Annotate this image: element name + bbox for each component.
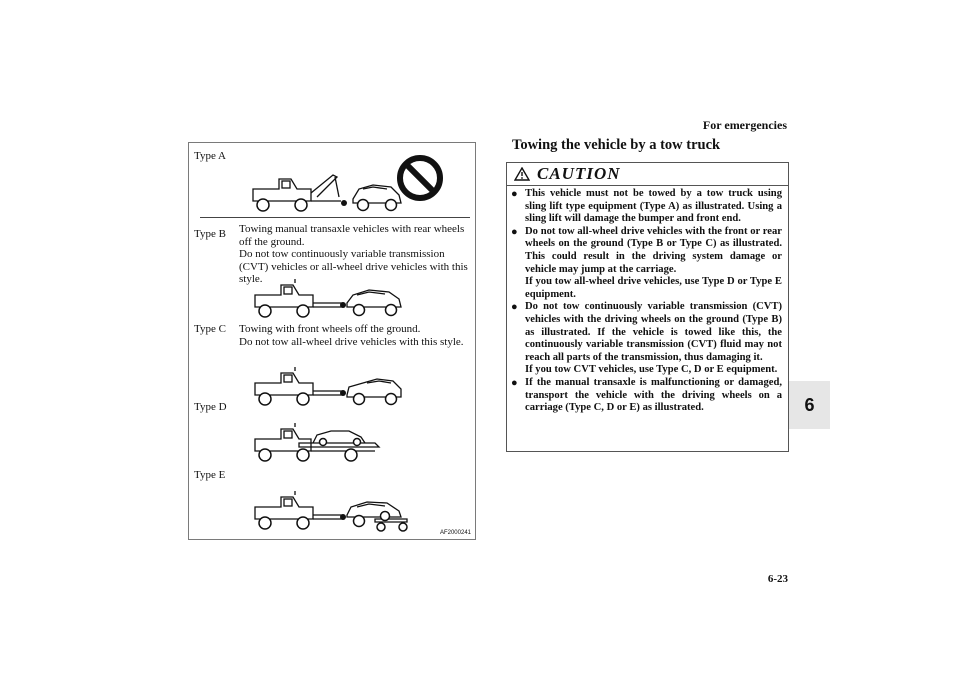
caution-header <box>507 163 788 186</box>
caution-item-text: If the manual transaxle is malfunctioning or damaged, transport the vehicle with the driving wheels on a carriage (Type C, D or E) as illustrated. <box>525 376 782 414</box>
bullet: ● <box>511 188 518 200</box>
caution-title: CAUTION <box>537 164 621 183</box>
tow-truck-icon <box>251 277 416 322</box>
type-a-label: Type A <box>194 150 226 162</box>
caution-list <box>507 186 788 415</box>
tow-truck-icon <box>251 489 416 534</box>
bullet: ● <box>511 225 518 238</box>
type-c-description <box>239 323 475 348</box>
tow-truck-icon <box>251 365 416 410</box>
type-c-label: Type C <box>194 323 226 335</box>
type-d-label: Type D <box>194 401 227 413</box>
caution-box <box>506 162 789 452</box>
tow-truck-icon <box>249 171 414 216</box>
bullet: ● <box>511 376 518 389</box>
chapter-tab <box>789 381 830 429</box>
page-number: 6-23 <box>767 573 788 585</box>
figure-code: AF2000241 <box>439 530 471 536</box>
caution-item <box>511 377 782 415</box>
type-b-desc-2: Do not tow continuously variable transmission (CVT) vehicles or all-wheel drive vehicles with this style. <box>239 248 468 285</box>
caution-item-extra: If you tow all-wheel drive vehicles, use Type D or Type E equipment. <box>525 276 782 300</box>
section-title: Towing the vehicle by a tow truck <box>512 137 721 153</box>
bullet: ● <box>511 301 518 314</box>
running-header: For emergencies <box>702 118 787 132</box>
type-b-desc-1: Towing manual transaxle vehicles with rear wheels off the ground. <box>239 223 465 248</box>
type-c-desc-1: Towing with front wheels off the ground. <box>239 323 421 335</box>
warning-triangle-icon <box>514 167 530 181</box>
caution-item-text: Do not tow continuously variable transmission (CVT) vehicles with the driving wheels on the ground (Type B) as illustrated. If the vehicle is towed like this, the continuously variable transmission (CVT) fluid may not reach all parts of the transmission, thus damaging it. <box>525 301 782 363</box>
tow-truck-icon <box>251 421 416 466</box>
chapter-tab-number: 6 <box>804 394 815 415</box>
towing-types-figure <box>188 142 476 540</box>
caution-item-text: This vehicle must not be towed by a tow truck using sling lift type equipment (Type A) as illustrated. Using a sling lift will damage the bumper and front end. <box>525 188 782 225</box>
type-b-label: Type B <box>194 228 226 240</box>
type-c-desc-2: Do not tow all-wheel drive vehicles with this style. <box>239 335 464 348</box>
caution-item-extra: If you tow CVT vehicles, use Type C, D or E equipment. <box>525 364 778 376</box>
type-e-label: Type E <box>194 469 226 481</box>
figure-divider <box>200 217 470 218</box>
caution-item-text: Do not tow all-wheel drive vehicles with the front or rear wheels on the ground (Type B or Type C) as illustrated. This could result in the driving system damage or vehicle may jump at the carriage. <box>525 225 782 275</box>
caution-item <box>511 301 782 377</box>
caution-item <box>511 226 782 302</box>
caution-item <box>511 188 782 226</box>
